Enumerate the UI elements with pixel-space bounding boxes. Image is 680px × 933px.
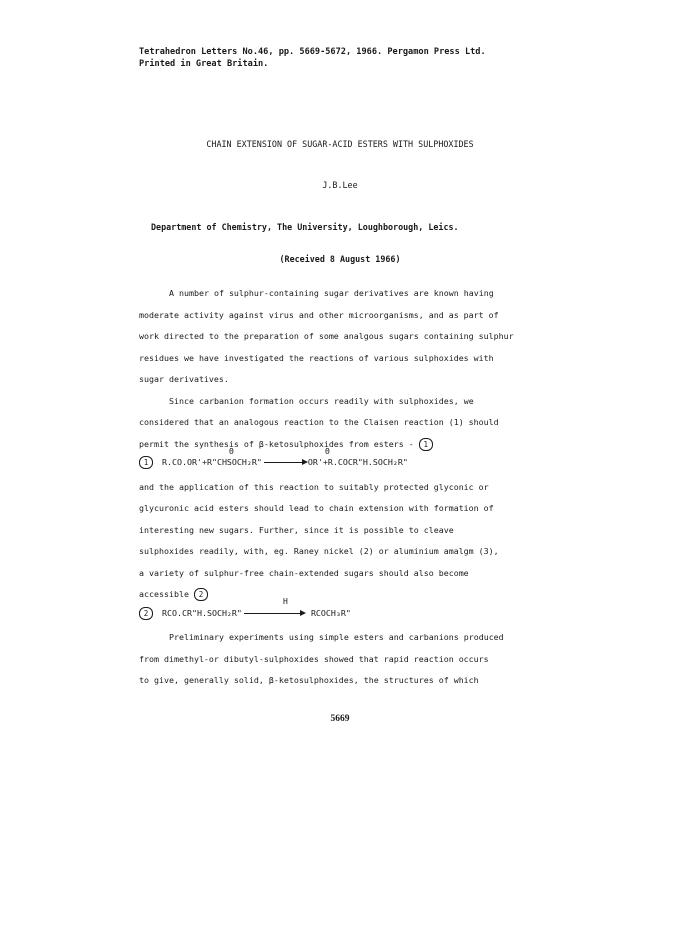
text-line: glycuronic acid esters should lead to chain extension with formation of: [139, 503, 494, 513]
author-affiliation: Department of Chemistry, The University, Loughborough, Leics.: [151, 222, 459, 232]
journal-citation: Tetrahedron Letters No.46, pp. 5669-5672, 1966. Pergamon Press Ltd.: [139, 47, 486, 57]
text-line: sulphoxides readily, with, eg. Raney nickel (2) or aluminium amalgm (3),: [139, 546, 499, 556]
text-line: and the application of this reaction to suitably protected glyconic or: [139, 481, 489, 492]
article-author: J.B.Lee: [322, 180, 358, 190]
article-title: CHAIN EXTENSION OF SUGAR-ACID ESTERS WITH SULPHOXIDES: [206, 139, 474, 149]
text-line: Since carbanion formation occurs readily with sulphoxides, we: [169, 395, 474, 406]
equation-number: 1: [139, 456, 153, 469]
received-date: (Received 8 August 1966): [279, 254, 401, 264]
equation-reactants: R.CO.OR'+R"CHSOCH₂R": [162, 457, 262, 467]
equation-products: OR'+R.COCR"H.SOCH₂R": [307, 457, 408, 467]
journal-header: [139, 46, 486, 70]
text-line: residues we have investigated the reactions of various sulphoxides with: [139, 352, 494, 363]
article-body: [139, 283, 549, 692]
reaction-arrow-icon: [244, 613, 304, 614]
text-line: Preliminary experiments using simple esters and carbanions produced: [169, 632, 504, 642]
text-line: [139, 584, 549, 606]
text-line: a variety of sulphur-free chain-extended sugars should also become: [139, 567, 469, 578]
text-line: work directed to the preparation of some analgous sugars containing sulphur: [139, 331, 514, 341]
carbanion-charge-symbol: Θ: [229, 447, 234, 456]
reagent-label: H: [283, 597, 288, 606]
text-line: A number of sulphur-containing sugar derivatives are known having: [169, 288, 494, 298]
equation-number: 2: [139, 607, 153, 620]
text-segment: permit the synthesis of β-ketosulphoxides from esters -: [139, 438, 414, 449]
equation-ref-mark: 2: [194, 588, 208, 601]
page-number: 5669: [330, 714, 350, 724]
text-line: [139, 434, 549, 456]
anion-charge-symbol: Θ: [325, 447, 330, 456]
text-line: to give, generally solid, β-ketosulphoxides, the structures of which: [139, 675, 479, 685]
printing-note: Printed in Great Britain.: [139, 59, 269, 69]
text-line: sugar derivatives.: [139, 374, 229, 384]
text-line: interesting new sugars. Further, since it is possible to cleave: [139, 524, 454, 535]
text-line: considered that an analogous reaction to the Claisen reaction (1) should: [139, 417, 499, 427]
reaction-arrow-icon: [264, 462, 306, 463]
equation-product: RCOCH₃R": [310, 608, 351, 618]
text-line: from dimethyl-or dibutyl-sulphoxides showed that rapid reaction occurs: [139, 653, 489, 664]
text-line: moderate activity against virus and other microorganisms, and as part of: [139, 309, 499, 320]
equation-ref-mark: 1: [419, 438, 433, 451]
equation-1: [139, 456, 408, 469]
equation-2: [139, 607, 351, 620]
text-segment: accessible: [139, 589, 189, 599]
equation-reactant: RCO.CR"H.SOCH₂R": [162, 608, 242, 618]
